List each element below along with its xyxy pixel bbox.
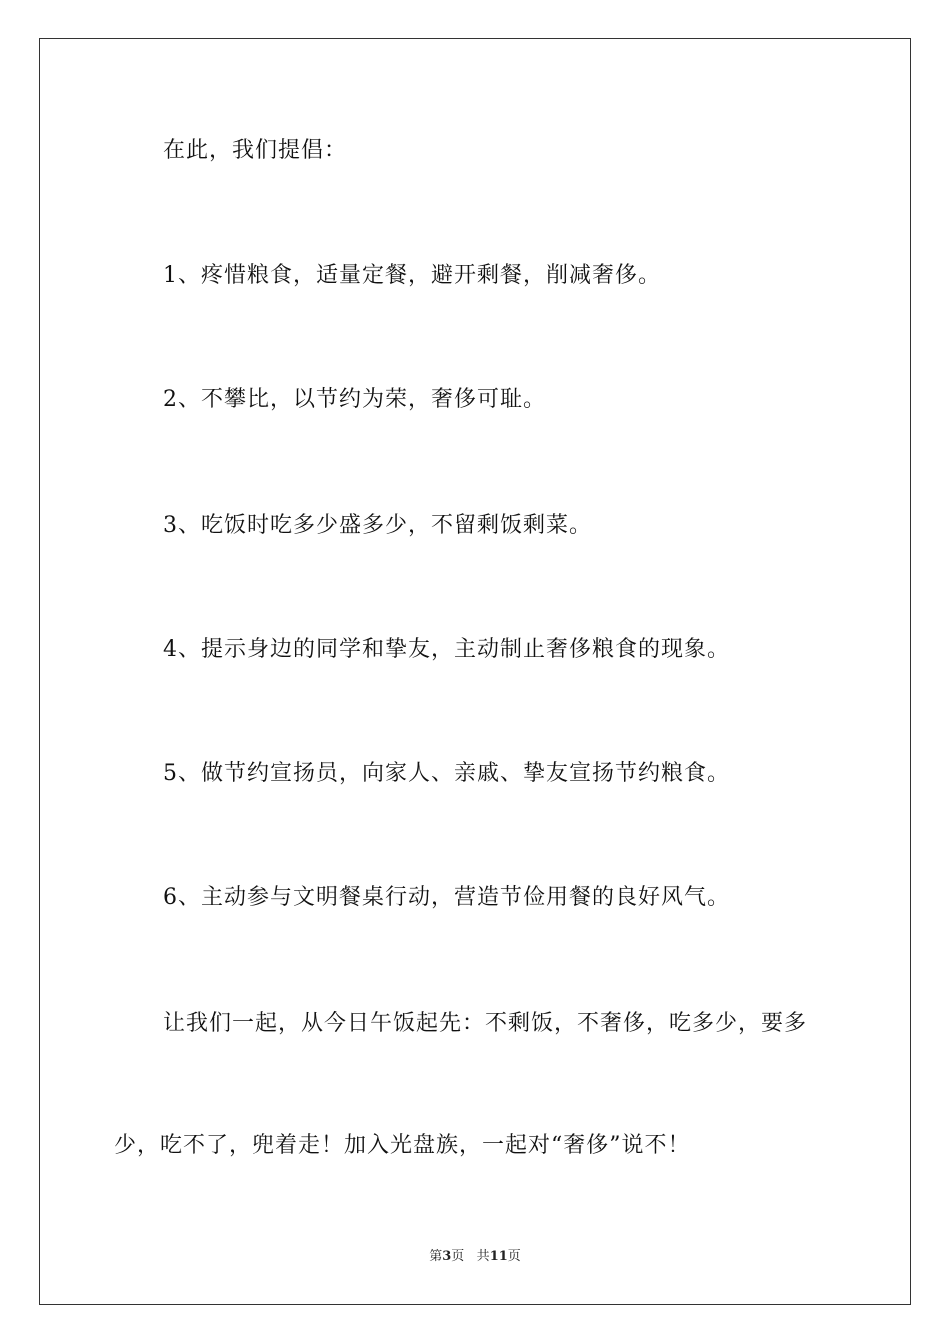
proposal-item-2: 2、不攀比，以节约为荣，奢侈可耻。 xyxy=(163,387,546,412)
page-footer xyxy=(0,1248,950,1266)
footer-page-suffix: 页 xyxy=(451,1249,465,1264)
proposal-item-6: 6、主动参与文明餐桌行动，营造节俭用餐的良好风气。 xyxy=(163,885,730,910)
closing-paragraph-line-2: 少，吃不了，兜着走！加入光盘族，一起对“奢侈”说不！ xyxy=(114,1133,691,1158)
footer-total-pages: 11 xyxy=(489,1249,508,1264)
intro-paragraph: 在此，我们提倡： xyxy=(163,138,348,163)
proposal-item-4: 4、提示身边的同学和挚友，主动制止奢侈粮食的现象。 xyxy=(163,637,730,662)
footer-total-suffix: 页 xyxy=(507,1249,521,1264)
footer-page-number: 3 xyxy=(442,1249,452,1264)
footer-total-prefix: 共 xyxy=(476,1249,490,1264)
footer-page-prefix: 第 xyxy=(429,1249,443,1264)
closing-paragraph-line-1: 让我们一起，从今日午饭起先：不剩饭，不奢侈，吃多少，要多 xyxy=(163,1011,808,1036)
proposal-item-1: 1、疼惜粮食，适量定餐，避开剩餐，削减奢侈。 xyxy=(163,263,661,288)
page-border xyxy=(39,38,911,1305)
proposal-item-5: 5、做节约宣扬员，向家人、亲戚、挚友宣扬节约粮食。 xyxy=(163,761,730,786)
proposal-item-3: 3、吃饭时吃多少盛多少，不留剩饭剩菜。 xyxy=(163,513,592,538)
